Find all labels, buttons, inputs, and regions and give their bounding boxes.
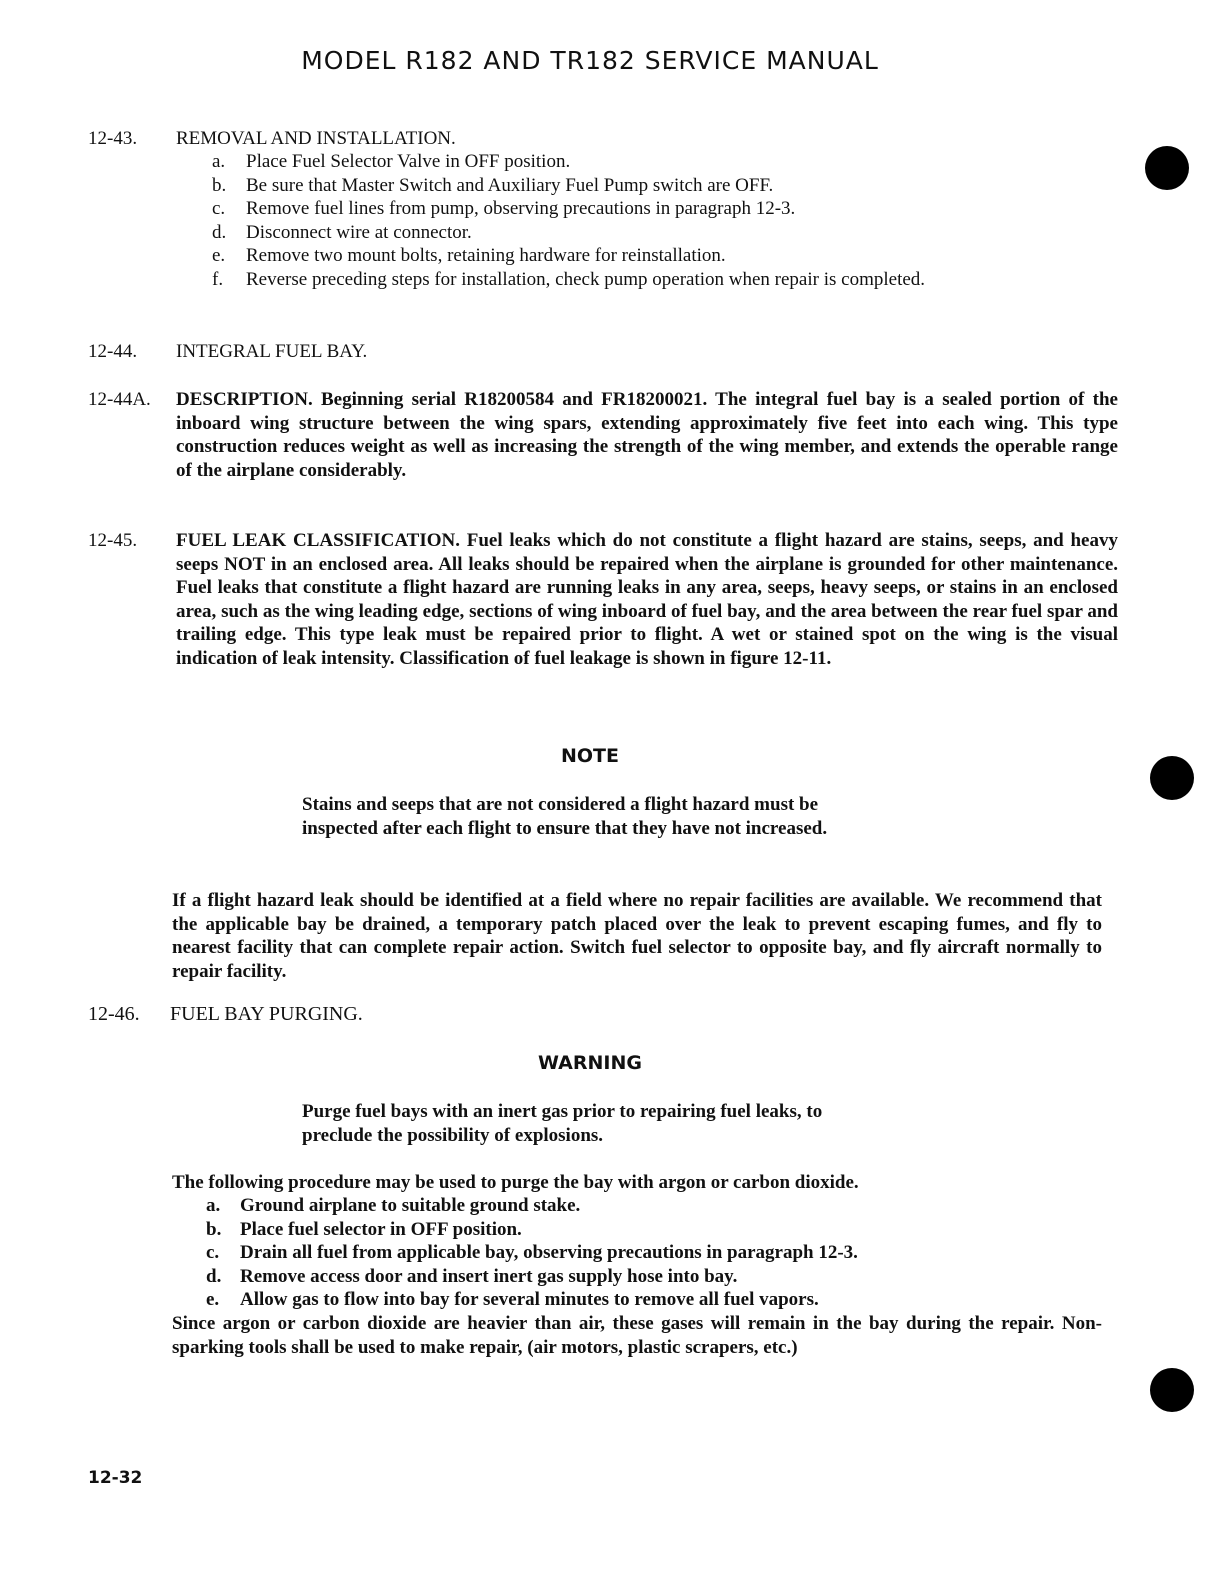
removal-steps-list: [212, 150, 1117, 291]
step-letter: b.: [212, 174, 227, 196]
step-letter: c.: [212, 198, 226, 219]
section-heading: FUEL BAY PURGING.: [170, 1003, 363, 1025]
step-text: Reverse preceding steps for installation, check pump operation when repair is completed.: [246, 268, 926, 290]
section-number: 12-45.: [88, 530, 138, 551]
warning-text: Purge fuel bays with an inert gas prior to repairing fuel leaks, to preclude the possibility of explosions.: [302, 1101, 823, 1146]
list-item: [212, 221, 1117, 245]
purge-closing: Since argon or carbon dioxide are heavier than air, these gases will remain in the bay during the repair. Non-sparking tools shall be used to make repair, (air motors, plastic scrapers, etc.): [172, 1313, 1102, 1358]
step-letter: c.: [206, 1242, 220, 1263]
step-text: Disconnect wire at connector.: [246, 221, 472, 243]
step-letter: b.: [206, 1218, 222, 1240]
note-label: NOTE: [561, 745, 619, 767]
section-number: 12-44A.: [88, 389, 151, 410]
list-item: [212, 244, 1117, 268]
revision-dot-icon: [1150, 1368, 1194, 1412]
leak-classification-paragraph: FUEL LEAK CLASSIFICATION. Fuel leaks which do not constitute a flight hazard are stains, seeps, and heavy seeps NOT in an enclosed area. All leaks should be repaired when the airplane is grounded for other maintenance. Fuel leaks that constitute a flight hazard are running leaks in any area, seeps, heavy seeps, or stains in an enclosed area, such as the wing leading edge, sections of wing inboard of fuel bay, and the area between the rear fuel spar and trailing edge. This type leak must be repaired prior to flight. A wet or stained spot on the wing is the visual indication of leak intensity. Classification of fuel leakage is shown in figure 12-11.: [176, 530, 1118, 669]
section-number: 12-46.: [88, 1003, 140, 1025]
list-item: [212, 268, 1117, 292]
note-text: Stains and seeps that are not considered a flight hazard must be inspected after each flight to ensure that they have not increased.: [302, 794, 828, 839]
section-number: 12-44.: [88, 341, 138, 362]
step-letter: e.: [212, 245, 226, 266]
revision-dot-icon: [1150, 756, 1194, 800]
list-item: [206, 1194, 1111, 1218]
purge-steps-list: [206, 1194, 1111, 1312]
warning-label: WARNING: [538, 1052, 642, 1074]
step-text: Remove access door and insert inert gas supply hose into bay.: [240, 1265, 738, 1287]
flight-hazard-paragraph: If a flight hazard leak should be identified at a field where no repair facilities are available. We recommend that the applicable bay be drained, a temporary patch placed over the leak to prevent escaping fumes, and fly to nearest facility that can complete repair action. Switch fuel selector to opposite bay, and fly aircraft normally to repair facility.: [172, 890, 1102, 982]
section-heading: INTEGRAL FUEL BAY.: [176, 341, 368, 362]
section-heading: REMOVAL AND INSTALLATION.: [176, 128, 456, 149]
list-item: [212, 174, 1117, 198]
page-number: 12-32: [88, 1468, 143, 1488]
section-number: 12-43.: [88, 128, 138, 149]
step-text: Allow gas to flow into bay for several minutes to remove all fuel vapors.: [240, 1289, 819, 1310]
step-letter: d.: [212, 221, 227, 243]
list-item: [206, 1218, 1111, 1242]
list-item: [206, 1241, 1111, 1265]
step-text: Drain all fuel from applicable bay, observing precautions in paragraph 12-3.: [240, 1242, 858, 1263]
step-text: Ground airplane to suitable ground stake.: [240, 1195, 581, 1216]
step-letter: f.: [212, 268, 224, 290]
description-paragraph: DESCRIPTION. Beginning serial R18200584 and FR18200021. The integral fuel bay is a sealed portion of the inboard wing structure between the wing spars, extending approximately five feet into each wing. This type construction reduces weight as well as increasing the strength of the wing member, and extends the operable range of the airplane considerably.: [176, 389, 1118, 481]
list-item: [206, 1265, 1111, 1289]
purge-intro: The following procedure may be used to purge the bay with argon or carbon dioxide.: [172, 1172, 859, 1193]
step-text: Place fuel selector in OFF position.: [240, 1218, 522, 1240]
list-item: [212, 197, 1117, 221]
list-item: [206, 1288, 1111, 1312]
step-letter: d.: [206, 1265, 222, 1287]
step-text: Remove two mount bolts, retaining hardware for reinstallation.: [246, 245, 726, 266]
step-text: Remove fuel lines from pump, observing precautions in paragraph 12-3.: [246, 198, 796, 219]
step-text: Place Fuel Selector Valve in OFF position.: [246, 151, 571, 172]
step-letter: a.: [206, 1195, 221, 1216]
revision-dot-icon: [1145, 146, 1189, 190]
step-letter: e.: [206, 1289, 220, 1310]
page-title: MODEL R182 AND TR182 SERVICE MANUAL: [301, 46, 879, 75]
step-letter: a.: [212, 151, 226, 172]
step-text: Be sure that Master Switch and Auxiliary Fuel Pump switch are OFF.: [246, 174, 774, 196]
list-item: [212, 150, 1117, 174]
